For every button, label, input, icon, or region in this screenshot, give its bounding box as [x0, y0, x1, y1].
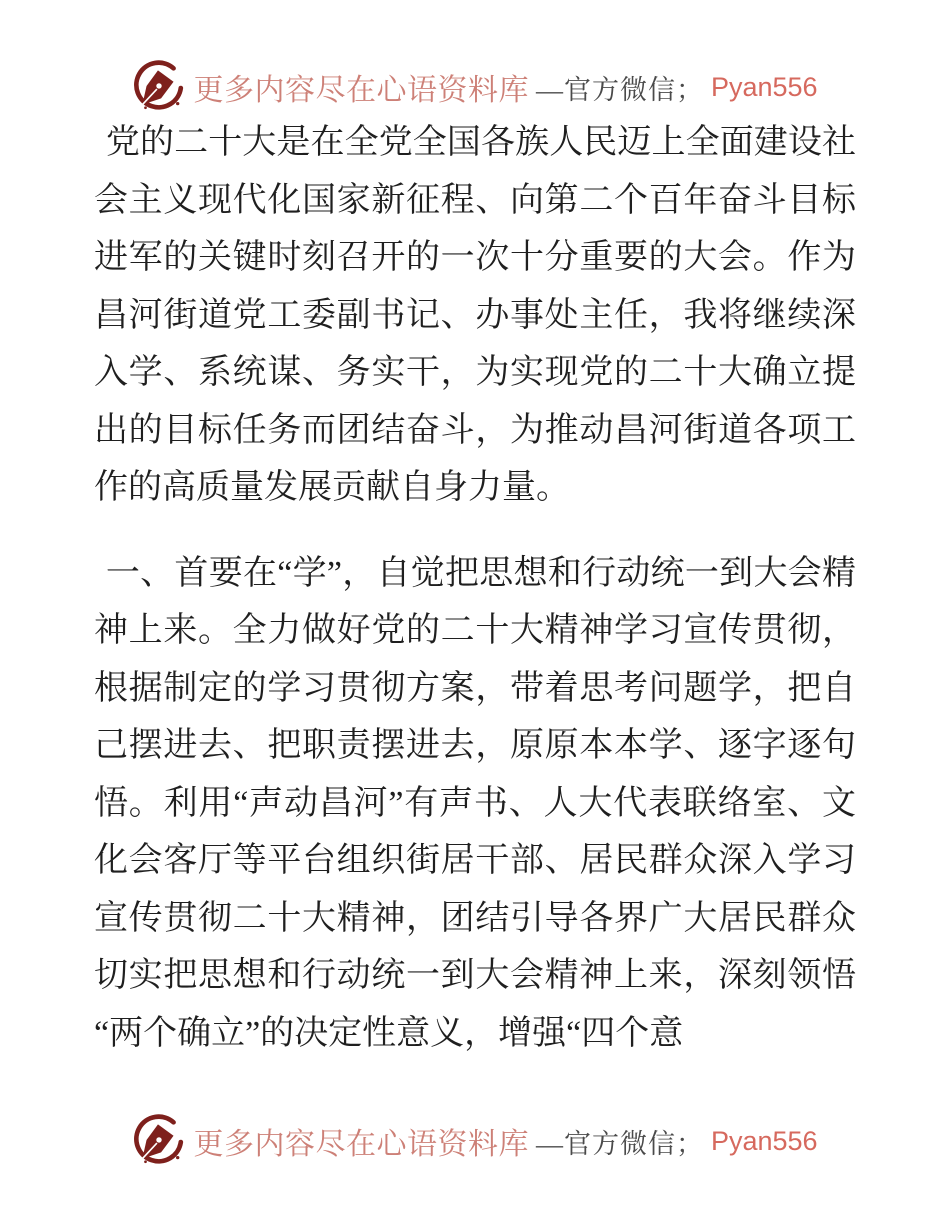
watermark-header [0, 60, 950, 114]
watermark-wechat-label: —官方微信； [535, 74, 704, 105]
paragraph-1: 党的二十大是在全党全国各族人民迈上全面建设社会主义现代化国家新征程、向第二个百年奋斗目标进军的关键时刻召开的一次十分重要的大会。作为昌河街道党工委副书记、办事处主任，我将继续深入学、系统谋、务实干，为实现党的二十大确立提出的目标任务而团结奋斗，为推动昌河街道各项工作的高质量发展贡献自身力量。 [94, 124, 856, 506]
watermark-wechat-label: —官方微信； [535, 1128, 704, 1159]
paragraph-2: 一、首要在“学”，自觉把思想和行动统一到大会精神上来。全力做好党的二十大精神学习宣传贯彻，根据制定的学习贯彻方案，带着思考问题学，把自己摆进去、把职责摆进去，原原本本学、逐字逐句悟。利用“声动昌河”有声书、人大代表联络室、文化会客厅等平台组织街居干部、居民群众深入学习宣传贯彻二十大精神，团结引导各界广大居民群众切实把思想和行动统一到大会精神上来，深刻领悟“两个确立”的决定性意义，增强“四个意 [94, 554, 856, 1052]
watermark-footer [0, 1114, 950, 1168]
pen-logo-icon [132, 60, 186, 114]
document-body [94, 114, 856, 1099]
pen-logo-icon [132, 1114, 186, 1168]
watermark-brand-text: 更多内容尽在心语资料库 [193, 1128, 529, 1161]
watermark-brand-text: 更多内容尽在心语资料库 [193, 74, 529, 107]
watermark-wechat-id: Pyan556 [710, 1125, 818, 1156]
watermark-wechat-id: Pyan556 [710, 71, 818, 102]
